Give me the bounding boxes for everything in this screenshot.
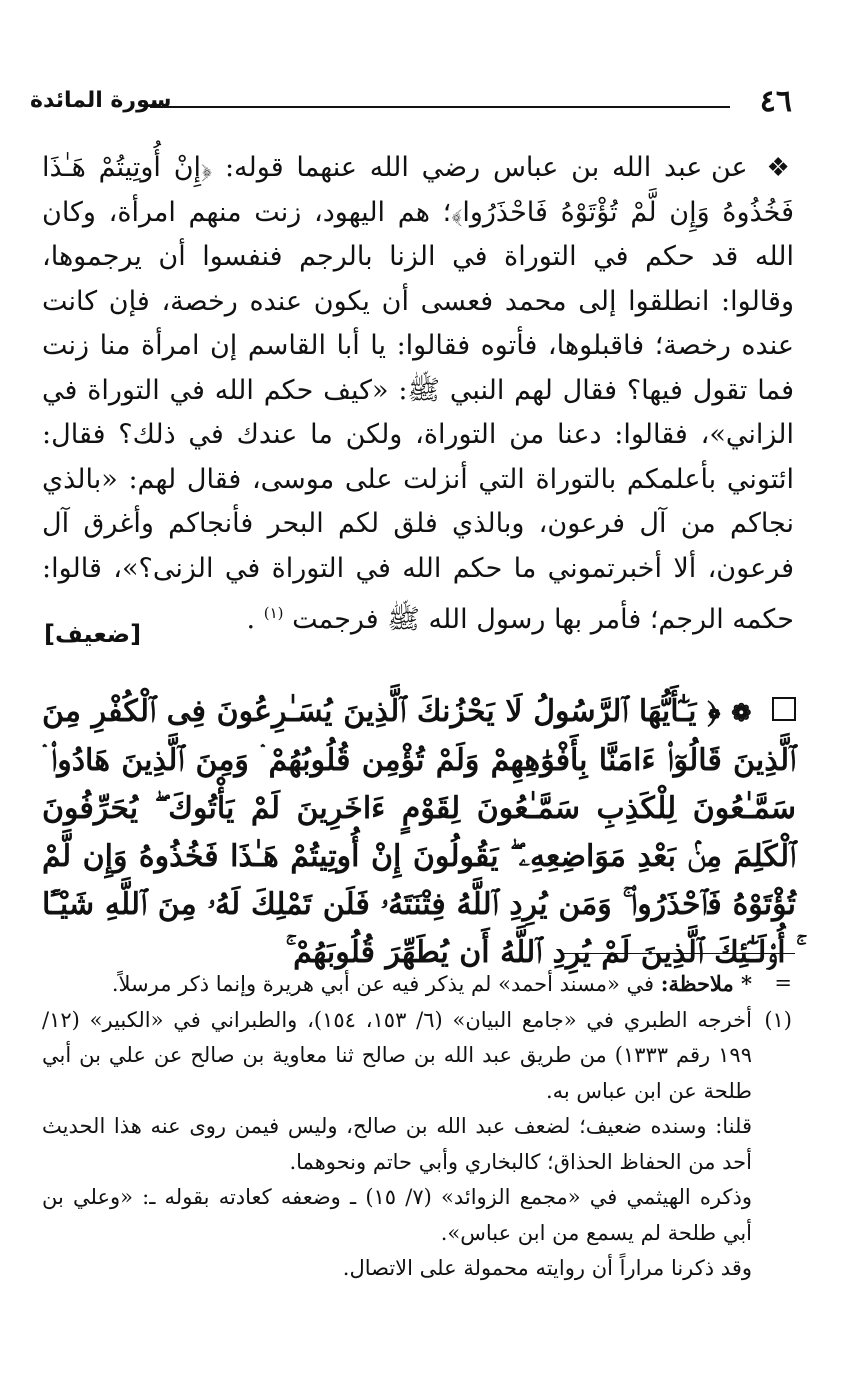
quran-verse xyxy=(42,688,796,977)
hadith-grade: [ضعيف] xyxy=(44,620,142,648)
footnotes xyxy=(42,966,794,1287)
verse-ornament-icon: ❁ xyxy=(731,698,752,727)
footnote-1-haythami-text: وذكره الهيثمي في «مجمع الزوائد» (٧/ ١٥) ـ وضعفه كعادته بقوله ـ: «وعلي بن أبي طلحة لم يسمع من ابن عباس». xyxy=(42,1185,752,1245)
footnote-1-comment xyxy=(42,1109,794,1180)
footnote-1-text: أخرجه الطبري في «جامع البيان» (٦/ ١٥٣، ١٥٤)، والطبراني في «الكبير» (١٢/ ١٩٩ رقم ١٣٣٣) من طريق عبد الله بن صالح ثنا معاوية بن صالح عن علي بن أبي طلحة عن ابن عباس به. xyxy=(42,1007,752,1103)
header-rule xyxy=(150,106,730,108)
page-number: ٤٦ xyxy=(759,84,792,119)
page-header xyxy=(30,84,792,120)
hadith-end: . xyxy=(246,604,256,635)
footnote-reference: (١) xyxy=(263,604,284,622)
footnote-1-haythami xyxy=(42,1180,794,1251)
footnote-1-closing xyxy=(42,1251,794,1287)
verse-text: يَـٰٓأَيُّهَا ٱلرَّسُولُ لَا يَحْزُنكَ ٱلَّذِينَ يُسَـٰرِعُونَ فِى ٱلْكُفْرِ مِنَ ٱلَّذِينَ قَالُوٓا۟ ءَامَنَّا بِأَفْوَٰهِهِمْ وَلَمْ تُؤْمِن قُلُوبُهُمْ ۛ وَمِنَ ٱلَّذِينَ هَادُوا۟ ۛ سَمَّـٰعُونَ لِلْكَذِبِ سَمَّـٰعُونَ لِقَوْمٍ ءَاخَرِينَ لَمْ يَأْتُوكَ ۖ يُحَرِّفُونَ ٱلْكَلِمَ مِنۢ بَعْدِ مَوَاضِعِهِۦ ۖ يَقُولُونَ إِنْ أُوتِيتُمْ هَـٰذَا فَخُذُوهُ وَإِن لَّمْ تُؤْتَوْهُ فَٱحْذَرُوا۟ ۚ وَمَن يُرِدِ ٱللَّهُ فِتْنَتَهُۥ فَلَن تَمْلِكَ لَهُۥ مِنَ ٱللَّهِ شَيْـًٔا ۚ أُو۟لَـٰٓئِكَ ٱلَّذِينَ لَمْ يُرِدِ ٱللَّهُ أَن يُطَهِّرَ قُلُوبَهُمْ ۚ xyxy=(42,694,796,970)
hadith-text: عن عبد الله بن عباس رضي الله عنهما قوله: ﴿إِنْ أُوتِيتُمْ هَـٰذَا فَخُذُوهُ وَإِن لَّمْ تُؤْتَوْهُ فَاحْذَرُوا﴾؛ هم اليهود، زنت منهم امرأة، وكان الله قد حكم في التوراة في الزنا بالرجم فنفسوا أن يرجموها، وقالوا: انطلقوا إلى محمد فعسى أن يكون عنده رخصة، فإن كانت عنده رخصة؛ فاقبلوها، فأتوه فقالوا: يا أبا القاسم إن امرأة منا زنت فما تقول فيها؟ فقال لهم النبي ﷺ: «كيف حكم الله في التوراة في الزاني»، فقالوا: دعنا من التوراة، ولكن ما عندك في ذلك؟ فقال: ائتوني بأعلمكم بالتوراة التي أنزلت على موسى، فقال لهم: «بالذي نجاكم من آل فرعون، وبالذي فلق لكم البحر فأنجاكم وأغرق آل فرعون، ألا أخبرتموني ما حكم الله في التوراة في الزنى؟»، قالوا: حكمه الرجم؛ فأمر بها رسول الله ﷺ فرجمت xyxy=(42,152,794,635)
square-bullet-icon xyxy=(772,697,796,721)
surah-title: سورة المائدة xyxy=(30,88,172,113)
continuation-marker: = xyxy=(774,971,792,995)
hadith-paragraph xyxy=(42,146,794,643)
note-label: * ملاحظة: xyxy=(660,971,752,996)
footnote-1-comment-text: قلنا: وسنده ضعيف؛ لضعف عبد الله بن صالح، وليس فيمن روى عنه هذا الحديث أحد من الحفاظ الحذاق؛ كالبخاري وأبي حاتم ونحوهما. xyxy=(42,1114,752,1174)
diamond-bullet-icon: ❖ xyxy=(766,153,794,183)
footnote-1-closing-text: وقد ذكرنا مراراً أن روايته محمولة على الاتصال. xyxy=(342,1256,752,1280)
footnote-1 xyxy=(42,1003,794,1110)
footnote-number: (١) xyxy=(764,1007,792,1032)
note-text: في «مسند أحمد» لم يذكر فيه عن أبي هريرة وإنما ذكر مرسلاً. xyxy=(111,972,661,996)
footnote-note xyxy=(42,966,794,1003)
verse-open-bracket: ﴿ xyxy=(707,694,721,729)
footnote-separator xyxy=(563,953,795,954)
